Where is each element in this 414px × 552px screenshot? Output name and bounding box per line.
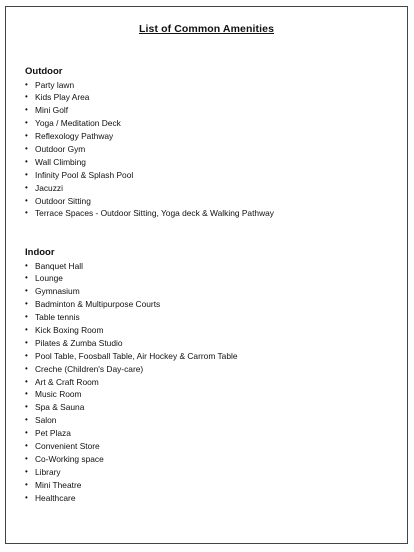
bullet-icon: •	[25, 118, 28, 128]
list-item: • Kick Boxing Room	[25, 324, 104, 335]
list-item: • Yoga / Meditation Deck	[25, 118, 121, 129]
bullet-icon: •	[25, 337, 28, 347]
page-title: List of Common Amenities	[138, 23, 275, 35]
bullet-icon: •	[25, 156, 28, 166]
bullet-icon: •	[25, 479, 28, 489]
list-item: • Lounge	[25, 273, 63, 284]
bullet-icon: •	[25, 105, 28, 115]
list-item: • Co-Working space	[25, 453, 104, 464]
list-item: • Art & Craft Room	[25, 376, 99, 387]
bullet-icon: •	[25, 363, 28, 373]
list-item: • Reflexology Pathway	[25, 131, 114, 142]
list-item: • Pet Plaza	[25, 428, 71, 439]
list-item: • Healthcare	[25, 492, 76, 503]
bullet-icon: •	[25, 143, 28, 153]
bullet-icon: •	[25, 260, 28, 270]
section-indoor	[25, 246, 395, 504]
bullet-icon: •	[25, 182, 28, 192]
list-item: • Music Room	[25, 389, 82, 400]
bullet-icon: •	[25, 440, 28, 450]
bullet-icon: •	[25, 195, 28, 205]
bullet-icon: •	[25, 415, 28, 425]
list-item: • Terrace Spaces - Outdoor Sitting, Yoga deck & Walking Pathway	[25, 208, 274, 219]
list-item: • Banquet Hall	[25, 260, 83, 271]
list-item: • Library	[25, 466, 61, 477]
bullet-icon: •	[25, 466, 28, 476]
list-item: • Creche (Children's Day-care)	[25, 363, 144, 374]
bullet-icon: •	[25, 324, 28, 334]
list-item: • Badminton & Multipurpose Courts	[25, 299, 161, 310]
list-item: • Outdoor Gym	[25, 143, 86, 154]
bullet-icon: •	[25, 312, 28, 322]
list-item: • Wall Climbing	[25, 156, 86, 167]
list-item: • Mini Golf	[25, 105, 69, 116]
list-item: • Table tennis	[25, 312, 80, 323]
bullet-icon: •	[25, 208, 28, 218]
bullet-icon: •	[25, 453, 28, 463]
list-item: • Gymnasium	[25, 286, 80, 297]
bullet-icon: •	[25, 131, 28, 141]
section-outdoor	[25, 65, 395, 220]
bullet-icon: •	[25, 428, 28, 438]
bullet-icon: •	[25, 169, 28, 179]
bullet-icon: •	[25, 273, 28, 283]
bullet-icon: •	[25, 492, 28, 502]
bullet-icon: •	[25, 92, 28, 102]
bullet-icon: •	[25, 286, 28, 296]
list-item: • Jacuzzi	[25, 182, 63, 193]
bullet-icon: •	[25, 350, 28, 360]
section-heading-indoor: Indoor	[25, 247, 55, 258]
list-item: • Salon	[25, 415, 57, 426]
bullet-icon: •	[25, 299, 28, 309]
list-item: • Infinity Pool & Splash Pool	[25, 169, 134, 180]
list-item: • Party lawn	[25, 79, 75, 90]
bullet-icon: •	[25, 389, 28, 399]
bullet-icon: •	[25, 402, 28, 412]
list-item: • Pilates & Zumba Studio	[25, 337, 123, 348]
section-heading-outdoor: Outdoor	[25, 66, 63, 77]
list-item: • Outdoor Sitting	[25, 195, 91, 206]
list-item: • Mini Theatre	[25, 479, 82, 490]
list-item: • Kids Play Area	[25, 92, 90, 103]
list-item: • Convenient Store	[25, 440, 100, 451]
list-item: • Spa & Sauna	[25, 402, 85, 413]
bullet-icon: •	[25, 79, 28, 89]
outdoor-list	[25, 79, 395, 221]
list-item: • Pool Table, Foosball Table, Air Hockey & Carrom Table	[25, 350, 238, 361]
document-page	[5, 6, 408, 544]
bullet-icon: •	[25, 376, 28, 386]
indoor-list	[25, 260, 395, 505]
